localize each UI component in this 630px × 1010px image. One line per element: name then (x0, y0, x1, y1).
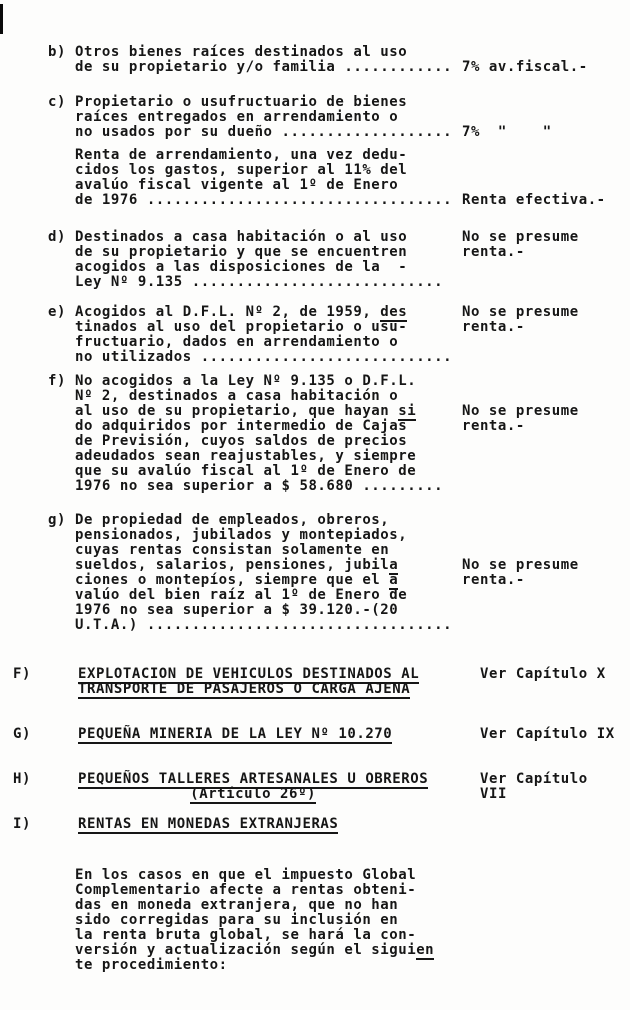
right-annotation-line: renta.- (462, 319, 525, 335)
text-line: fructuario, dados en arrendamiento o (75, 334, 399, 350)
document-row-b (13, 45, 630, 75)
text-line: no utilizados ............................ (75, 349, 453, 365)
text-line: Otros bienes raíces destinados al uso (75, 44, 408, 60)
text-line: No acogidos a la Ley Nº 9.135 o D.F.L. (75, 373, 417, 389)
text-line: Destinados a casa habitación o al uso (75, 229, 408, 245)
heading-line (78, 772, 428, 787)
text-line: de su propietario y que se encuentren (75, 244, 408, 260)
item-text (75, 148, 455, 208)
text-line: Nº 2, destinados a casa habitación o (75, 388, 399, 404)
right-annotation-line: renta.- (462, 244, 525, 260)
document-row-e (13, 305, 630, 365)
item-letter: c) (48, 94, 66, 110)
right-annotation (462, 125, 552, 140)
text-line: Acogidos al D.F.L. Nº 2, de 1959, des (75, 304, 408, 320)
item-text (75, 868, 455, 973)
item-letter: d) (48, 229, 66, 245)
document-row-f (13, 667, 630, 697)
underlined-heading-text: TRANSPORTE DE PASAJEROS O CARGA AJENA (78, 681, 411, 697)
text-line: al uso de su propietario, que hayan si (75, 403, 417, 419)
underlined-heading-text: PEQUEÑOS TALLERES ARTESANALES U OBREROS (78, 771, 429, 787)
section-heading (78, 667, 468, 697)
underlined-syllable: a (389, 572, 399, 588)
document-row-d (13, 230, 630, 290)
section-heading (78, 727, 468, 742)
text-line: raíces entregados en arrendamiento o (75, 109, 399, 125)
document-row-h (13, 772, 630, 802)
text-line: pensionados, jubilados y montepiados, (75, 527, 408, 543)
right-annotation-line: Ver Capítulo X (480, 666, 606, 682)
document-row-f (13, 374, 630, 494)
right-annotation-line: No se presume (462, 304, 579, 320)
section-heading-lines (78, 772, 428, 802)
right-annotation-line: 7% av.fiscal.- (462, 59, 588, 75)
text-line: sueldos, salarios, pensiones, jubila (75, 557, 399, 573)
text-line: Complementario afecte a rentas obteni- (75, 882, 417, 898)
right-annotation-line: No se presume (462, 403, 579, 419)
text-line: Propietario o usufructuario de bienes (75, 94, 408, 110)
heading-line (78, 682, 419, 697)
underlined-syllable: a (389, 557, 399, 573)
document-row-g (13, 727, 630, 742)
text-line: 1976 no sea superior a $ 58.680 ......... (75, 478, 444, 494)
text-line: te procedimiento: (75, 957, 228, 973)
section-heading-lines (78, 727, 392, 742)
text-line: la renta bruta global, se hará la con- (75, 927, 417, 943)
text-line: De propiedad de empleados, obreros, (75, 512, 390, 528)
text-line: das en moneda extranjera, que no han (75, 897, 399, 913)
text-line: no usados por su dueño ................... (75, 124, 453, 140)
section-letter: H) (13, 771, 31, 787)
text-line: cidos los gastos, superior al 11% del (75, 162, 408, 178)
underlined-syllable: si (398, 403, 417, 419)
heading-line (78, 817, 338, 832)
right-annotation-line: 7% " " (462, 124, 552, 140)
item-text (75, 230, 455, 290)
right-annotation (462, 305, 579, 335)
text-line: tinados al uso del propietario o usu- (75, 319, 408, 335)
right-annotation-line: VII (480, 786, 507, 802)
document-row-paragraph-2 (13, 148, 630, 208)
underlined-heading-text: (Artículo 26º) (190, 786, 316, 802)
text-line: que su avalúo fiscal al 1º de Enero de (75, 463, 417, 479)
text-line: do adquiridos por intermedio de Cajas (75, 418, 408, 434)
section-heading-lines (78, 667, 419, 697)
text-line: Renta de arrendamiento, una vez dedu- (75, 147, 408, 163)
right-annotation (480, 667, 606, 682)
right-annotation-line: Ver Capítulo (480, 771, 588, 787)
right-annotation (480, 727, 615, 742)
underlined-heading-text: EXPLOTACION DE VEHICULOS DESTINADOS AL (78, 666, 420, 682)
text-line: adeudados sean reajustables, y siempre (75, 448, 417, 464)
right-annotation (462, 558, 579, 588)
section-letter: G) (13, 726, 31, 742)
heading-line (78, 727, 392, 742)
text-line: versión y actualización según el siguien (75, 942, 435, 958)
text-line: 1976 no sea superior a $ 39.120.-(20 (75, 602, 399, 618)
item-text (75, 374, 455, 494)
document-row-c (13, 95, 630, 140)
right-annotation (462, 193, 606, 208)
right-annotation (462, 404, 579, 434)
item-text (75, 305, 455, 365)
scan-artifact-mark (0, 4, 3, 34)
underlined-heading-text: RENTAS EN MONEDAS EXTRANJERAS (78, 816, 339, 832)
text-line: avalúo fiscal vigente al 1º de Enero (75, 177, 399, 193)
document-row-g (13, 513, 630, 633)
heading-line (78, 787, 428, 802)
text-line: de 1976 .................................. (75, 192, 453, 208)
item-letter: g) (48, 512, 66, 528)
item-text (75, 513, 455, 633)
document-row-i (13, 817, 630, 832)
section-heading (78, 772, 468, 802)
right-annotation-line: Renta efectiva.- (462, 192, 606, 208)
item-text (75, 45, 455, 75)
item-letter: e) (48, 304, 66, 320)
underlined-syllable: en (416, 942, 435, 958)
text-line: de su propietario y/o familia ............ (75, 59, 453, 75)
underlined-heading-text: PEQUEÑA MINERIA DE LA LEY Nº 10.270 (78, 726, 393, 742)
text-line: acogidos a las disposiciones de la - (75, 259, 408, 275)
right-annotation-line: renta.- (462, 572, 525, 588)
right-annotation-line: Ver Capítulo IX (480, 726, 615, 742)
item-letter: b) (48, 44, 66, 60)
document-content (13, 45, 630, 973)
document-row-paragraph-11 (13, 868, 630, 973)
text-line: valúo del bien raíz al 1º de Enero de (75, 587, 408, 603)
right-annotation-line: No se presume (462, 557, 579, 573)
item-text (75, 95, 455, 140)
text-line: ciones o montepíos, siempre que el a (75, 572, 399, 588)
text-line: cuyas rentas consistan solamente en (75, 542, 390, 558)
underlined-syllable: des (380, 304, 408, 320)
text-line: Ley Nº 9.135 ............................ (75, 274, 444, 290)
item-letter: f) (48, 373, 66, 389)
right-annotation (462, 230, 579, 260)
text-line: U.T.A.) .................................. (75, 617, 453, 633)
section-heading-lines (78, 817, 338, 832)
section-heading (78, 817, 468, 832)
text-line: de Previsión, cuyos saldos de precios (75, 433, 408, 449)
text-line: sido corregidas para su inclusión en (75, 912, 399, 928)
right-annotation-line: No se presume (462, 229, 579, 245)
section-letter: F) (13, 666, 31, 682)
heading-line (78, 667, 419, 682)
right-annotation (480, 772, 588, 802)
section-letter: I) (13, 816, 31, 832)
text-line: En los casos en que el impuesto Global (75, 867, 417, 883)
right-annotation-line: renta.- (462, 418, 525, 434)
right-annotation (462, 60, 588, 75)
